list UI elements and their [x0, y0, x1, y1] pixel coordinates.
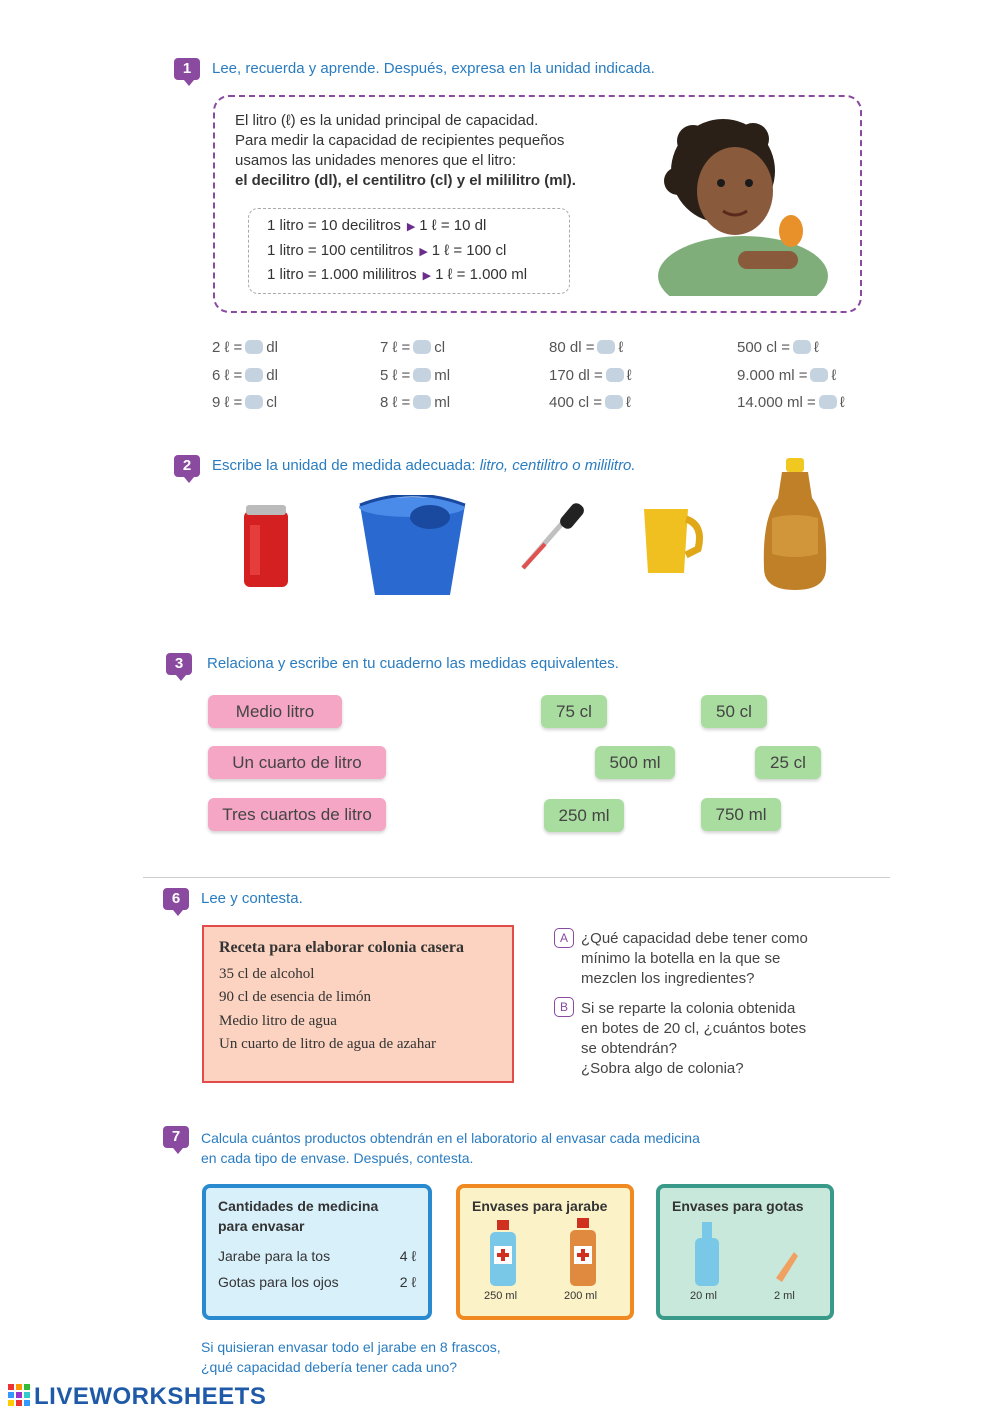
- conversion-unit: ℓ: [618, 339, 624, 356]
- theory-text: [235, 111, 576, 191]
- oil-bottle-image: [760, 458, 830, 594]
- pink-measure[interactable]: Tres cuartos de litro: [208, 798, 386, 831]
- container-size: 2 ml: [774, 1290, 795, 1302]
- answer-input[interactable]: [810, 368, 828, 382]
- conversion-item: [380, 339, 445, 356]
- exercise-1-badge: 1: [174, 58, 200, 80]
- answer-input[interactable]: [793, 340, 811, 354]
- exercise-6-instruction: Lee y contesta.: [201, 890, 303, 907]
- conversion-left: 8 ℓ =: [380, 394, 411, 411]
- conversion-unit: dl: [266, 339, 278, 356]
- conversion-left: 80 dl =: [549, 339, 595, 356]
- question-line: mínimo la botella en la que se: [581, 950, 781, 967]
- answer-input[interactable]: [606, 368, 624, 382]
- conversion-item: [549, 339, 623, 356]
- answer-input[interactable]: [413, 340, 431, 354]
- card-title-line: Cantidades de medicina: [218, 1198, 379, 1214]
- container-size: 20 ml: [690, 1290, 717, 1302]
- instruction-line: en cada tipo de envase. Después, contesta.: [201, 1150, 474, 1166]
- answer-input[interactable]: [819, 395, 837, 409]
- section-divider: [143, 877, 890, 878]
- instruction-line: Calcula cuántos productos obtendrán en el laboratorio al envasar cada medicina: [201, 1130, 700, 1146]
- conversion-left: 2 ℓ =: [212, 339, 243, 356]
- container-size: 200 ml: [564, 1290, 598, 1302]
- equivalence-box: [248, 208, 570, 294]
- bucket-image: [355, 495, 470, 600]
- quantity-value: 4 ℓ: [399, 1248, 416, 1264]
- conversion-unit: ℓ: [625, 394, 631, 411]
- conversion-item: [549, 394, 631, 411]
- quantity-label: Jarabe para la tos: [218, 1248, 331, 1264]
- conversion-item: [212, 394, 277, 411]
- exercise-7-question: [201, 1337, 501, 1377]
- conversion-left: 400 cl =: [549, 394, 602, 411]
- question-line: Si quisieran envasar todo el jarabe en 8 frascos,: [201, 1339, 501, 1355]
- equivalence-short: 1 ℓ = 1.000 ml: [435, 266, 528, 283]
- triangle-icon: ▶: [406, 221, 416, 233]
- conversion-unit: cl: [434, 339, 446, 356]
- conversion-left: 170 dl =: [549, 367, 603, 384]
- answer-input[interactable]: [413, 368, 431, 382]
- conversion-unit: ℓ: [831, 367, 837, 384]
- recipe-item: Un cuarto de litro de agua de azahar: [219, 1036, 436, 1052]
- conversion-item: [737, 394, 845, 411]
- conversion-unit: ℓ: [626, 367, 632, 384]
- conversion-unit: ml: [434, 367, 451, 384]
- green-measure[interactable]: 25 cl: [755, 746, 821, 779]
- recipe-item: 35 cl de alcohol: [219, 966, 315, 982]
- question-line: se obtendrán?: [581, 1040, 677, 1057]
- triangle-icon: ▶: [419, 246, 428, 258]
- question-b: [581, 999, 806, 1079]
- conversion-item: [212, 339, 278, 356]
- syrup-bottle-icon: [486, 1220, 520, 1288]
- exercise-3-badge: 3: [166, 653, 192, 675]
- card-title: Envases para gotas: [672, 1198, 804, 1214]
- conversion-unit: cl: [266, 394, 278, 411]
- question-b-label: B: [554, 997, 574, 1017]
- triangle-icon: ▶: [422, 270, 432, 282]
- equivalence-full: 1 litro = 1.000 mililitros: [267, 266, 417, 283]
- question-line: en botes de 20 cl, ¿cuántos botes: [581, 1020, 807, 1037]
- conversion-unit: ℓ: [813, 339, 819, 356]
- recipe-box: [202, 925, 514, 1083]
- card-title-line: para envasar: [218, 1218, 305, 1234]
- exercise-2-badge: 2: [174, 455, 200, 477]
- equivalence-row: [267, 242, 506, 259]
- child-illustration: [643, 111, 843, 296]
- answer-input[interactable]: [245, 395, 263, 409]
- equivalence-row: [267, 217, 486, 234]
- answer-input[interactable]: [245, 368, 263, 382]
- conversion-unit: ℓ: [839, 394, 845, 411]
- equivalence-row: [267, 266, 527, 283]
- question-line: mezclen los ingredientes?: [581, 970, 755, 987]
- drops-bottle-icon: [692, 1222, 722, 1288]
- green-measure[interactable]: 750 ml: [701, 798, 781, 831]
- liveworksheets-brand[interactable]: LIVEWORKSHEETS: [34, 1383, 267, 1410]
- question-a-label: A: [554, 928, 574, 948]
- card-title: [218, 1196, 378, 1236]
- equivalence-short: 1 ℓ = 100 cl: [431, 242, 507, 259]
- theory-line: Para medir la capacidad de recipientes pequeños: [235, 132, 565, 149]
- theory-line: el decilitro (dl), el centilitro (cl) y el mililitro (ml).: [235, 172, 576, 189]
- conversion-left: 9.000 ml =: [737, 367, 808, 384]
- exercise-3-instruction: Relaciona y escribe en tu cuaderno las medidas equivalentes.: [207, 655, 619, 672]
- syrup-containers-card: [456, 1184, 634, 1320]
- mug-image: [640, 505, 705, 577]
- conversion-unit: ml: [434, 394, 451, 411]
- conversion-left: 5 ℓ =: [380, 367, 411, 384]
- answer-input[interactable]: [413, 395, 431, 409]
- pink-measure[interactable]: Un cuarto de litro: [208, 746, 386, 779]
- equivalence-full: 1 litro = 100 centilitros: [267, 242, 414, 259]
- quantity-row: [218, 1248, 420, 1264]
- conversion-left: 7 ℓ =: [380, 339, 411, 356]
- question-line: ¿Qué capacidad debe tener como: [581, 930, 808, 947]
- conversion-left: 14.000 ml =: [737, 394, 816, 411]
- drops-containers-card: [656, 1184, 834, 1320]
- equivalence-full: 1 litro = 10 decilitros: [267, 217, 401, 234]
- theory-box: [213, 95, 862, 313]
- exercise-7-instruction: [201, 1128, 700, 1168]
- question-line: Si se reparte la colonia obtenida: [581, 1000, 796, 1017]
- quantity-label: Gotas para los ojos: [218, 1274, 339, 1290]
- answer-input[interactable]: [245, 340, 263, 354]
- conversion-item: [737, 339, 819, 356]
- green-measure[interactable]: 75 cl: [541, 695, 607, 728]
- quantity-value: 2 ℓ: [399, 1274, 416, 1290]
- exercise-6-badge: 6: [163, 888, 189, 910]
- exercise-2-instruction-text: Escribe la unidad de medida adecuada:: [212, 457, 476, 474]
- equivalence-short: 1 ℓ = 10 dl: [419, 217, 487, 234]
- exercise-2-instruction: [212, 457, 636, 474]
- conversion-left: 500 cl =: [737, 339, 790, 356]
- container-size: 250 ml: [484, 1290, 518, 1302]
- exercise-7-badge: 7: [163, 1126, 189, 1148]
- exercise-1-instruction: Lee, recuerda y aprende. Después, expresa en la unidad indicada.: [212, 60, 655, 77]
- conversion-left: 6 ℓ =: [212, 367, 243, 384]
- green-measure[interactable]: 500 ml: [595, 746, 675, 779]
- dropper-image: [515, 500, 590, 575]
- pink-measure[interactable]: Medio litro: [208, 695, 342, 728]
- conversion-item: [380, 394, 450, 411]
- theory-line: usamos las unidades menores que el litro:: [235, 152, 516, 169]
- conversion-item: [549, 367, 632, 384]
- theory-line: El litro (ℓ) es la unidad principal de capacidad.: [235, 112, 539, 129]
- conversion-unit: dl: [266, 367, 278, 384]
- exercise-2-options: litro, centilitro o mililitro.: [479, 457, 636, 474]
- quantity-row: [218, 1274, 420, 1290]
- conversion-left: 9 ℓ =: [212, 394, 243, 411]
- conversion-item: [737, 367, 836, 384]
- question-line: ¿qué capacidad debería tener cada uno?: [201, 1359, 458, 1375]
- ampoule-icon: [772, 1250, 800, 1286]
- answer-input[interactable]: [597, 340, 615, 354]
- recipe-item: Medio litro de agua: [219, 1013, 337, 1029]
- conversion-item: [212, 367, 278, 384]
- recipe-item: 90 cl de esencia de limón: [219, 989, 372, 1005]
- recipe-title: Receta para elaborar colonia casera: [219, 939, 464, 956]
- liveworksheets-logo-icon: [8, 1384, 32, 1408]
- question-line: ¿Sobra algo de colonia?: [581, 1060, 744, 1077]
- answer-input[interactable]: [605, 395, 623, 409]
- medicine-quantities-card: [202, 1184, 432, 1320]
- card-title: Envases para jarabe: [472, 1198, 608, 1214]
- conversion-item: [380, 367, 450, 384]
- green-measure[interactable]: 50 cl: [701, 695, 767, 728]
- soda-can-image: [240, 505, 292, 590]
- syrup-bottle-icon: [566, 1218, 600, 1288]
- question-a: [581, 929, 808, 989]
- green-measure[interactable]: 250 ml: [544, 799, 624, 832]
